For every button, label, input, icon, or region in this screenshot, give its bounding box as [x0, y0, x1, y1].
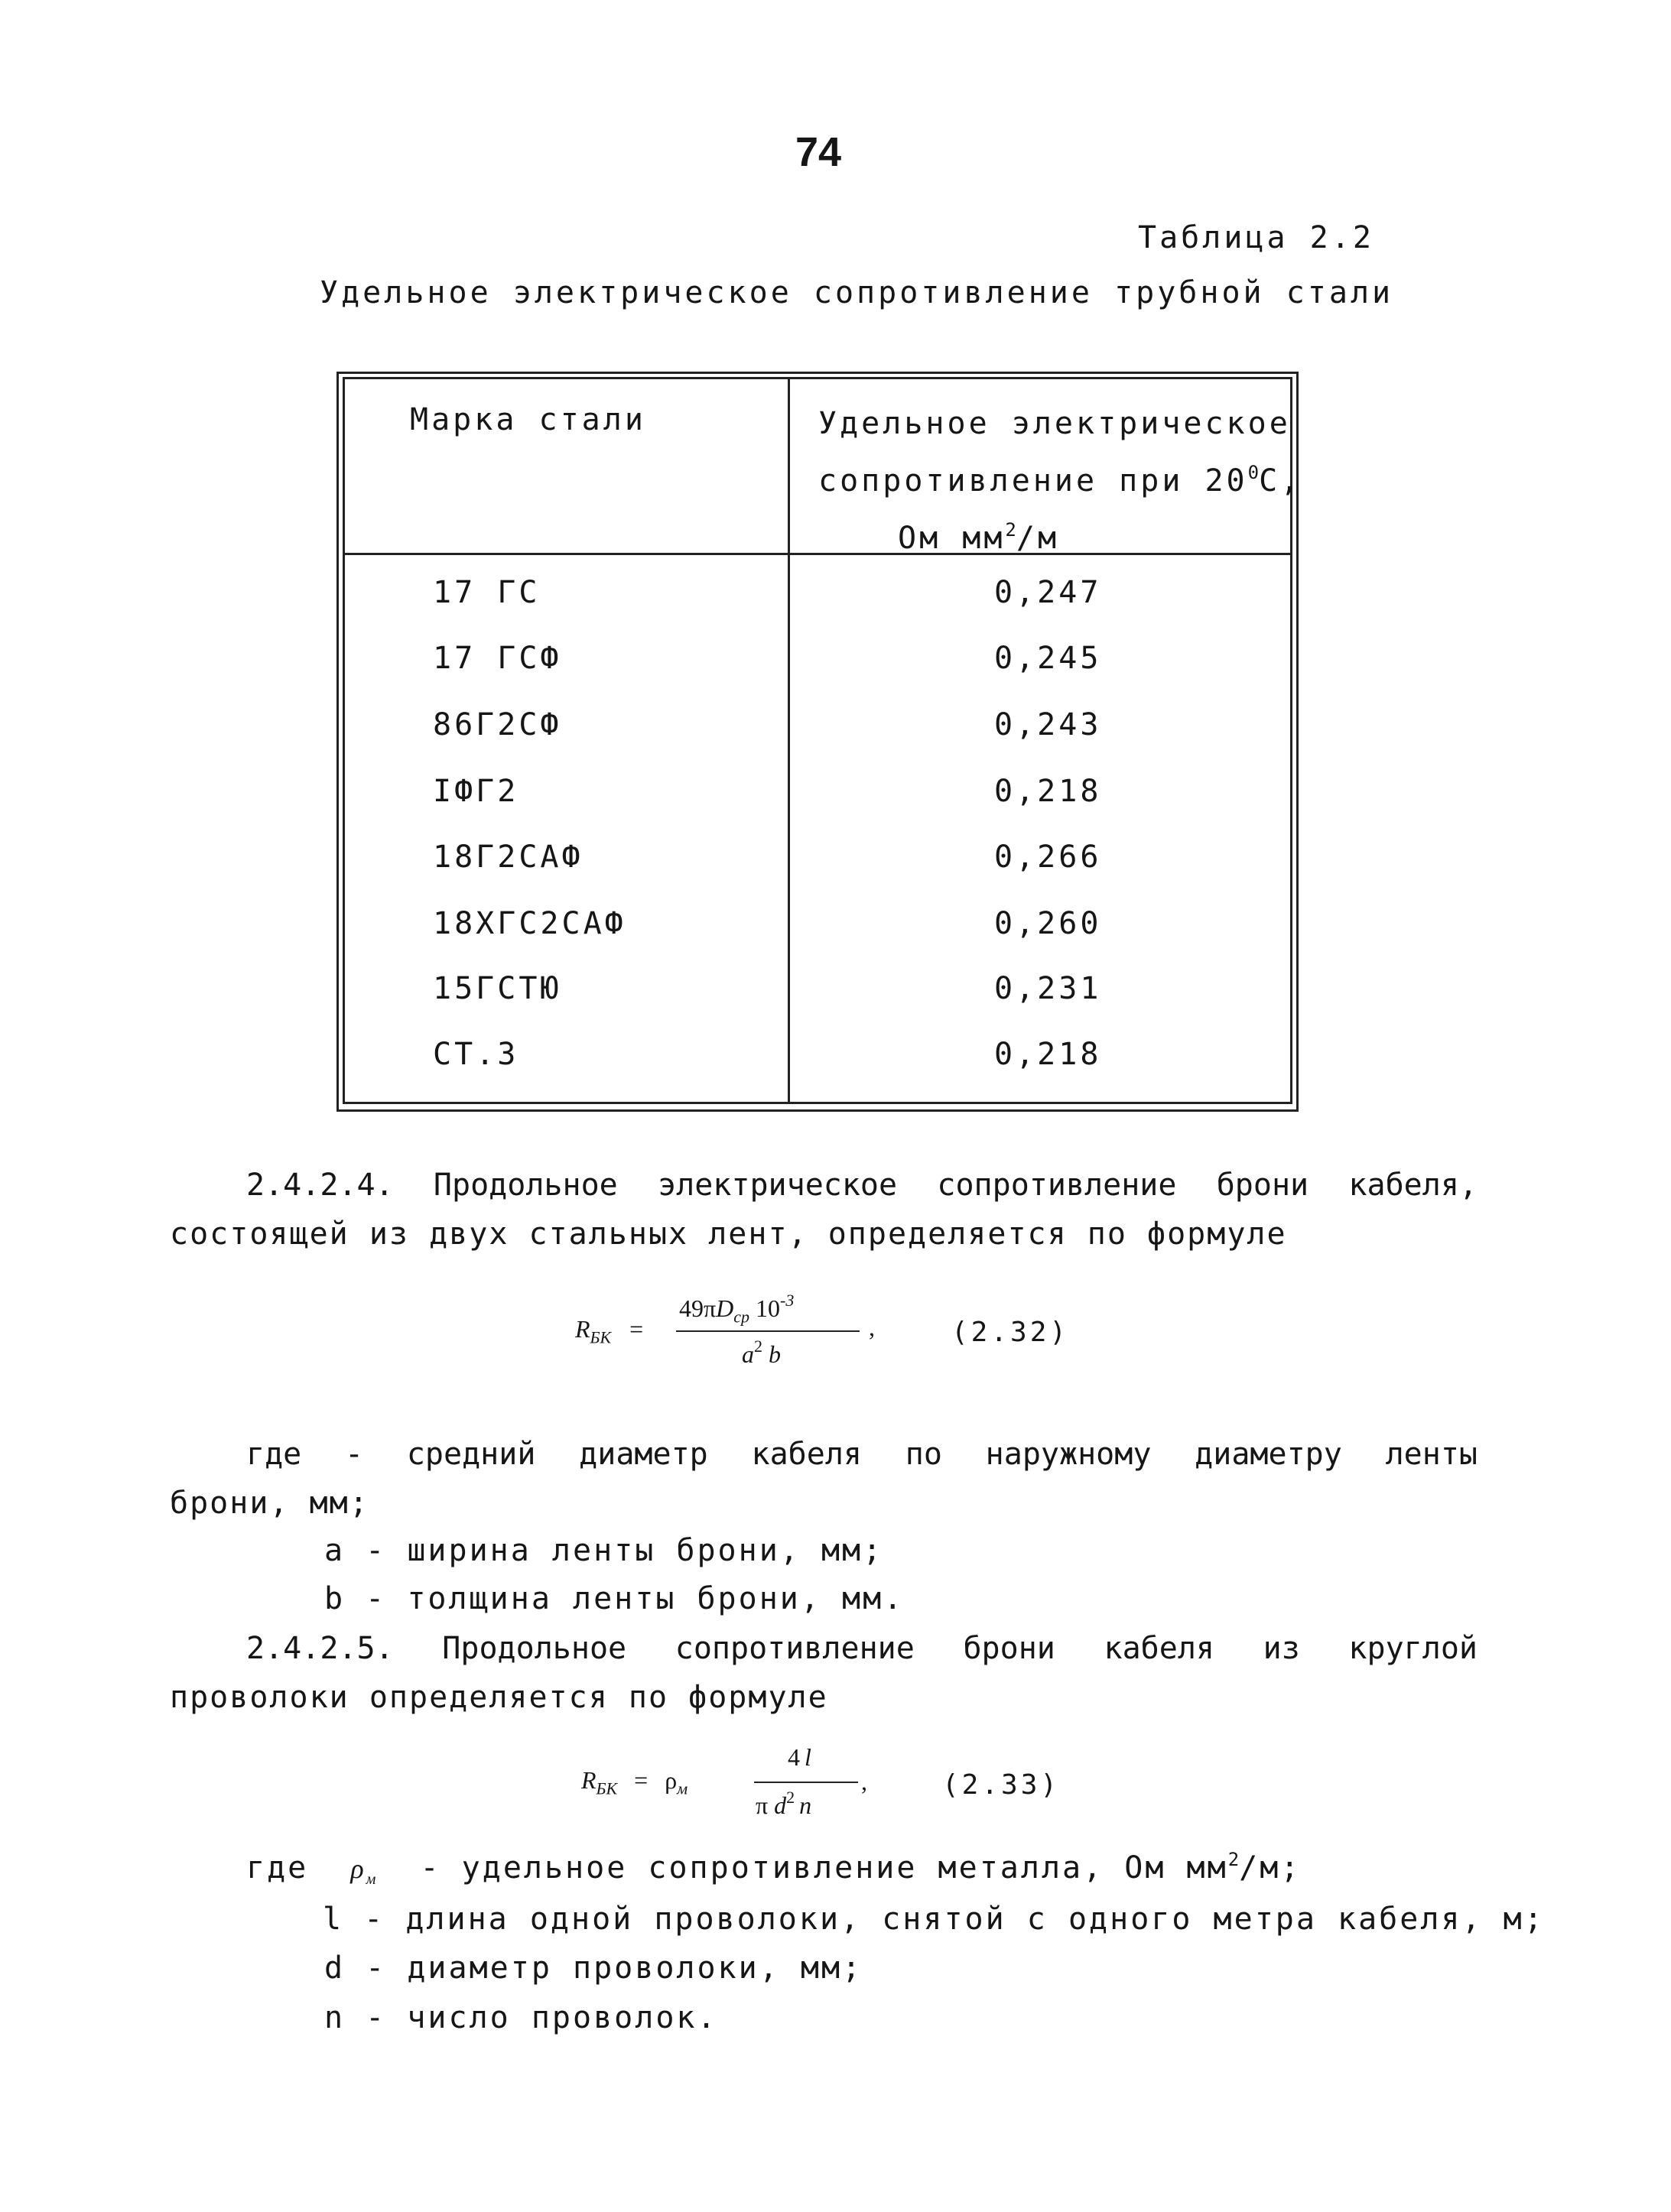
- formula-2-32-fraction-bar: [676, 1330, 860, 1332]
- table-row-brand: 17 ГС: [433, 575, 541, 610]
- formula-2-33-denominator: π $d^2$ n: [756, 1788, 812, 1819]
- paragraph-2425-line2: проволоки определяется по формуле: [170, 1680, 828, 1715]
- rho-symbol: $\rho_м$: [350, 1853, 379, 1889]
- table-row-value: 0,266: [994, 840, 1102, 875]
- table-title: Удельное электрическое сопротивление трубной стали: [320, 275, 1394, 310]
- table-label: Таблица 2.2: [1138, 220, 1374, 255]
- table-row-brand: 17 ГСФ: [433, 641, 562, 676]
- paragraph-2424-line2: состоящей из двух стальных лент, определяется по формуле: [170, 1216, 1287, 1252]
- formula-2-32-numerator: $49\pi D_{cp}$ $10^{-3}$: [679, 1291, 795, 1327]
- header-unit-sup: 2: [1005, 519, 1016, 541]
- where-line2: брони, мм;: [170, 1486, 369, 1521]
- header-unit-tail: /м: [1016, 521, 1060, 556]
- table-row-brand: 86Г2СФ: [433, 707, 562, 742]
- equation-number-2-32: (2.32): [951, 1317, 1070, 1348]
- table-row-value: 0,218: [994, 774, 1102, 809]
- table-row-value: 0,260: [994, 906, 1102, 941]
- definition-l: l - длина одной проволоки, снятой с одного метра кабеля, м;: [323, 1902, 1545, 1937]
- formula-2-32-comma: ,: [869, 1314, 875, 1341]
- where-line1: где - средний диаметр кабеля по наружному диаметру ленты: [246, 1437, 1478, 1472]
- where-rho-line: [246, 1849, 1301, 1889]
- table-row-brand: СТ.3: [433, 1037, 519, 1072]
- where-rho-label: где: [246, 1850, 309, 1886]
- header-degree-sup: 0: [1247, 462, 1260, 483]
- table-row-value: 0,247: [994, 575, 1102, 610]
- formula-2-32-denominator: $a^2$ b: [742, 1337, 781, 1368]
- where-rho-text: - удельное сопротивление металла, Ом $мм^2/м$;: [420, 1849, 1302, 1886]
- definition-d: d - диаметр проволоки, мм;: [324, 1951, 863, 1986]
- paragraph-2424: [170, 1161, 1478, 1259]
- definition-a: a - ширина ленты брони, мм;: [324, 1533, 884, 1568]
- table-row-brand: IФГ2: [433, 774, 519, 809]
- definition-b: b - толщина ленты брони, мм.: [324, 1581, 905, 1616]
- formula-2-33-lhs: $R_{БК} = \rho_м$: [581, 1766, 688, 1798]
- header-resistivity-line2-unit: С,: [1259, 463, 1302, 499]
- table-row-value: 0,231: [994, 971, 1102, 1006]
- header-steel-grade: Марка стали: [410, 402, 646, 437]
- table-row-value: 0,218: [994, 1037, 1102, 1072]
- formula-2-33-fraction-bar: [754, 1782, 858, 1783]
- formula-2-32-lhs: $R_{БК}$ =: [575, 1315, 644, 1347]
- where-block-2424: [170, 1430, 1478, 1528]
- header-unit-text: Ом мм: [898, 521, 1006, 556]
- paragraph-2424-line1: 2.4.2.4. Продольное электрическое сопротивление брони кабеля,: [246, 1168, 1478, 1203]
- table-row-brand: 18Г2САФ: [433, 840, 584, 875]
- equation-number-2-33: (2.33): [942, 1769, 1061, 1801]
- header-resistivity: [818, 399, 1302, 563]
- table-row-value: 0,243: [994, 707, 1102, 742]
- table-row-brand: 18ХГС2САФ: [433, 906, 626, 941]
- page-number: 74: [795, 129, 842, 175]
- table-row-brand: 15ГСТЮ: [433, 971, 562, 1006]
- header-resistivity-line1: Удельное электрическое: [818, 406, 1291, 441]
- header-resistivity-line3: [818, 505, 1302, 563]
- paragraph-2425-line1: 2.4.2.5. Продольное сопротивление брони кабеля из круглой: [246, 1631, 1478, 1666]
- formula-2-33-comma: ,: [861, 1768, 867, 1795]
- table-row-value: 0,245: [994, 641, 1102, 676]
- table-column-divider: [788, 377, 790, 1104]
- formula-2-33-numerator: 4 l: [788, 1743, 811, 1771]
- header-resistivity-line2: [818, 448, 1302, 505]
- definition-n: n - число проволок.: [324, 2000, 718, 2035]
- paragraph-2425: [170, 1624, 1478, 1722]
- header-resistivity-line2-text: сопротивление при 20: [818, 463, 1248, 499]
